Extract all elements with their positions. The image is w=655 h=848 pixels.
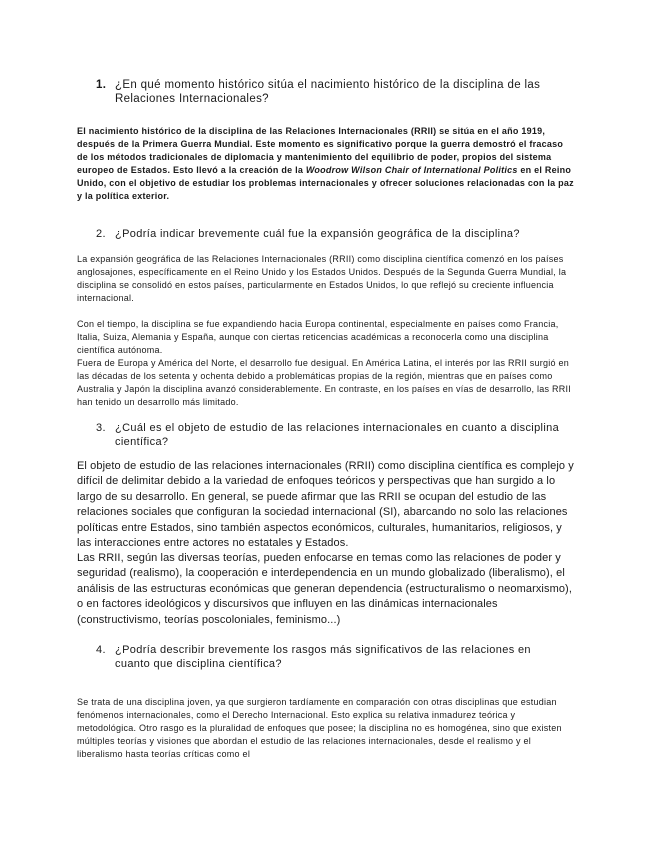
answer-3-paragraph-1: El objeto de estudio de las relaciones internacionales (RRII) como disciplina científica es complejo y difícil de delimitar debido a la variedad de enfoques teóricos y perspectivas que han surgido a lo largo de su desarrollo. En general, se puede afirmar que las RRII se ocupan del estudio de las relaciones sociales que configuran la sociedad internacional (SI), abarcando no solo las relaciones políticas entre Estados, sino también aspectos económicos, culturales, humanitarios, religiosos, y las interacciones entre actores no estatales y Estados. [77,460,574,550]
question-2 [96,227,576,241]
answer-1 [77,125,575,203]
question-number: 3. [96,422,106,434]
question-1 [96,78,566,106]
question-number: 1. [96,79,107,91]
answer-1-text-b: en el Reino Unido, con el objetivo de estudiar los problemas internacionales y ofrecer soluciones relacionadas con la paz y la política exterior. [77,165,574,201]
question-4 [96,643,556,671]
question-text: ¿Cuál es el objeto de estudio de las relaciones internacionales en cuanto a disciplina científica? [115,422,560,448]
question-number: 2. [96,228,106,240]
answer-1-text-a: El nacimiento histórico de la disciplina de las Relaciones Internacionales (RRII) se sitúa en el año 1919, después de la Primera Guerra Mundial. Este momento es significativo porque la guerra demostró el fracaso de los métodos tradicionales de diplomacia y mantenimiento del equilibrio de poder, propios del sistema europeo de Estados. Esto llevó a la creación de la [77,126,564,175]
answer-2-paragraph-1: La expansión geográfica de las Relaciones Internacionales (RRII) como disciplina científica comenzó en los países anglosajones, específicamente en el Reino Unido y los Estados Unidos. Después de la Segunda Guerra Mundial, la disciplina se consolidó en estos países, particularmente en Estados Unidos, lo que reflejó su creciente influencia internacional. [77,254,567,303]
question-3 [96,421,572,449]
answer-2-paragraph-3: Fuera de Europa y América del Norte, el desarrollo fue desigual. En América Latina, el interés por las RRII surgió en las décadas de los setenta y ochenta debido a problemáticas propias de la región, mientras que en países como Australia y Japón la disciplina avanzó considerablemente. En contraste, en los países en vías de desarrollo, las RRII han tenido un desarrollo más limitado. [77,358,572,407]
answer-4-paragraph-1: Se trata de una disciplina joven, ya que surgieron tardíamente en comparación con otras disciplinas que estudian fenómenos internacionales, como el Derecho Internacional. Esto explica su relativa inmadurez teórica y metodológica. Otro rasgo es la pluralidad de enfoques que posee; la disciplina no es homogénea, sino que existen múltiples teorías y visiones que abordan el estudio de las relaciones internacionales, desde el realismo y el liberalismo hasta teorías críticas como el [77,697,562,759]
question-text: ¿Podría describir brevemente los rasgos más significativos de las relaciones en cuanto que disciplina científica? [115,644,531,670]
answer-3-paragraph-2: Las RRII, según las diversas teorías, pueden enfocarse en temas como las relaciones de poder y seguridad (realismo), la cooperación e interdependencia en un mundo globalizado (liberalismo), el análisis de las estructuras económicas que generan dependencia (estructuralismo o neomarxismo), o en factores ideológicos y discursivos que influyen en las dinámicas internacionales (constructivismo, teorías poscoloniales, feminismo...) [77,552,572,626]
question-text: ¿Podría indicar brevemente cuál fue la expansión geográfica de la disciplina? [115,228,520,240]
question-text: ¿En qué momento histórico sitúa el nacimiento histórico de la disciplina de las Relaciones Internacionales? [115,79,541,105]
answer-2-paragraph-2: Con el tiempo, la disciplina se fue expandiendo hacia Europa continental, especialmente en países como Francia, Italia, Suiza, Alemania y España, aunque con ciertas reticencias académicas a reconocerla como una disciplina científica autónoma. [77,319,559,355]
question-number: 4. [96,644,106,656]
answer-1-chair-name: Woodrow Wilson Chair of International Politics [305,165,518,175]
